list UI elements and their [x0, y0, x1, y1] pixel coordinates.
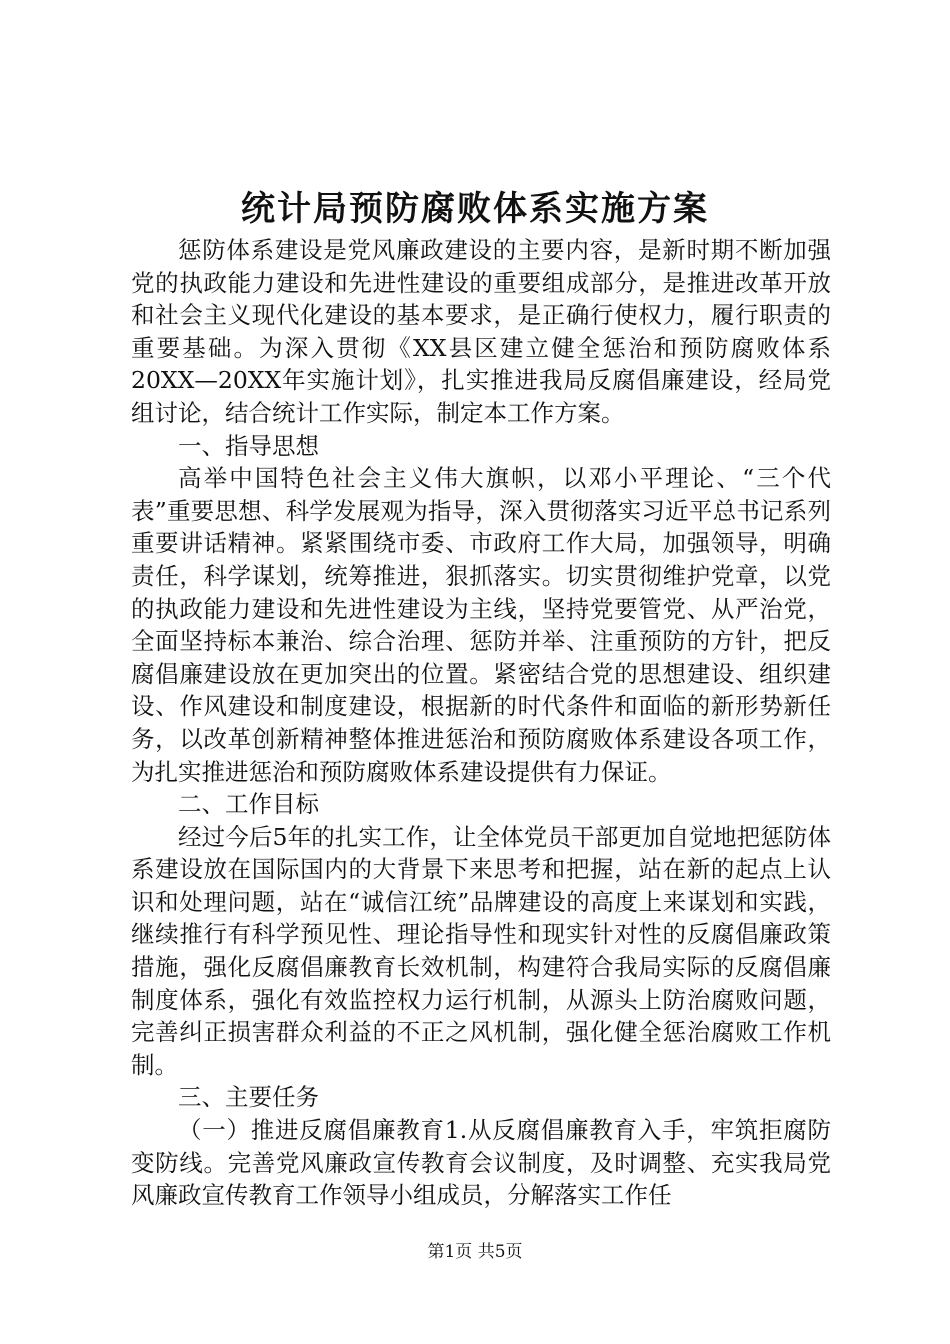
document-title: 统计局预防腐败体系实施方案 — [241, 189, 709, 229]
document-body — [131, 234, 831, 1212]
intro-paragraph: 惩防体系建设是党风廉政建设的主要内容，是新时期不断加强党的执政能力建设和先进性建设的重要组成部分，是推进改革开放和社会主义现代化建设的基本要求，是正确行使权力，履行职责的重要基础。为深入贯彻《XX县区建立健全惩治和预防腐败体系20XX—20XX年实施计划》，扎实推进我局反腐倡廉建设，经局党组讨论，结合统计工作实际，制定本工作方案。 — [131, 236, 831, 427]
guiding-ideology-paragraph: 高举中国特色社会主义伟大旗帜，以邓小平理论、“三个代表”重要思想、科学发展观为指导，深入贯彻落实习近平总书记系列重要讲话精神。紧紧围绕市委、市政府工作大局，加强领导，明确责任，科学谋划，统筹推进，狠抓落实。切实贯彻维护党章，以党的执政能力建设和先进性建设为主线，坚持党要管党、从严治党，全面坚持标本兼治、综合治理、惩防并举、注重预防的方针，把反腐倡廉建设放在更加突出的位置。紧密结合党的思想建设、组织建设、作风建设和制度建设，根据新的时代条件和面临的新形势新任务，以改革创新精神整体推进惩治和预防腐败体系建设各项工作，为扎实推进惩治和预防腐败体系建设提供有力保证。 — [131, 464, 831, 786]
main-tasks-paragraph: （一）推进反腐倡廉教育1.从反腐倡廉教育入手，牢筑拒腐防变防线。完善党风廉政宣传教育会议制度，及时调整、充实我局党风廉政宣传教育工作领导小组成员，分解落实工作任 — [131, 1116, 831, 1210]
section-heading-main-tasks: 三、主要任务 — [178, 1083, 319, 1112]
page-footer: 第1页 共5页 — [427, 1242, 523, 1262]
section-heading-guiding-ideology: 一、指导思想 — [178, 431, 319, 460]
section-heading-work-goals: 二、工作目标 — [178, 790, 319, 819]
work-goals-paragraph: 经过今后5年的扎实工作，让全体党员干部更加自觉地把惩防体系建设放在国际国内的大背景下来思考和把握，站在新的起点上认识和处理问题，站在“诚信江统”品牌建设的高度上来谋划和实践，继续推行有科学预见性、理论指导性和现实针对性的反腐倡廉政策措施，强化反腐倡廉教育长效机制，构建符合我局实际的反腐倡廉制度体系，强化有效监控权力运行机制，从源头上防治腐败问题，完善纠正损害群众利益的不正之风机制，强化健全惩治腐败工作机制。 — [131, 822, 831, 1079]
